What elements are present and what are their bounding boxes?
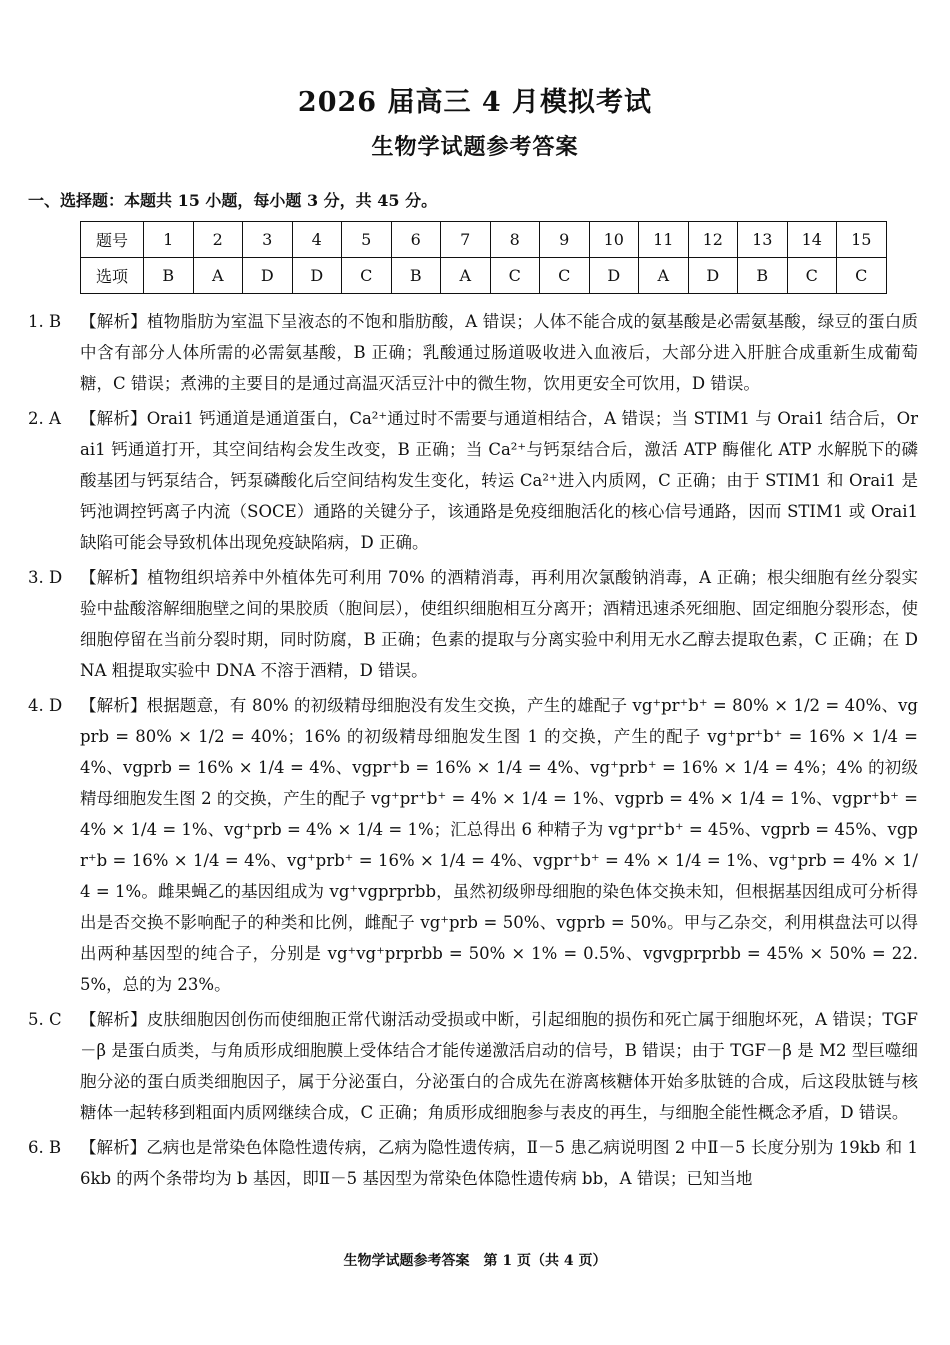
explanation-item	[0, 1132, 950, 1194]
answer-cell: D	[292, 258, 342, 294]
question-number: 7	[441, 222, 491, 258]
item-number: 6. B	[28, 1138, 62, 1157]
explanation-text: 【解析】根据题意，有 80% 的初级精母细胞没有发生交换，产生的雄配子 vg⁺pr⁺b⁺ = 80% × 1/2 = 40%、vgprb = 80% × 1/2 = 40%；16% 的初级精母细胞发生图 1 的交换，产生的配子 vg⁺pr⁺b⁺ = 16% × 1/4 = 4%、vgprb = 16% × 1/4 = 4%、vgpr⁺b = 16% × 1/4 = 4%、vg⁺prb⁺ = 16% × 1/4 = 4%；4% 的初级精母细胞发生图 2 的交换，产生的配子 vg⁺pr⁺b⁺ = 4% × 1/4 = 1%、vgprb = 4% × 1/4 = 1%、vgpr⁺b⁺ = 4% × 1/4 = 1%、vg⁺prb = 4% × 1/4 = 1%；汇总得出 6 种精子为 vg⁺pr⁺b⁺ = 45%、vgprb = 45%、vgpr⁺b = 16% × 1/4 = 4%、vg⁺prb⁺ = 16% × 1/4 = 4%、vgpr⁺b⁺ = 4% × 1/4 = 1%、vg⁺prb = 4% × 1/4 = 1%。雌果蝇乙的基因组成为 vg⁺vgprprbb，虽然初级卵母细胞的染色体交换未知，但根据基因组成可分析得出是否交换不影响配子的种类和比例，雌配子 vg⁺prb = 50%、vgprb = 50%。甲与乙杂交，利用棋盘法可以得出两种基因型的纯合子，分别是 vg⁺vg⁺prprbb = 50% × 1% = 0.5%、vgvgprprbb = 45% × 50% = 22.5%，总的为 23%。	[80, 696, 918, 994]
answer-cell: C	[342, 258, 392, 294]
answer-table-answer-row	[81, 258, 887, 294]
question-number: 2	[193, 222, 243, 258]
answer-cell: B	[738, 258, 788, 294]
answer-cell: C	[787, 258, 837, 294]
explanation-text: 【解析】Orai1 钙通道是通道蛋白，Ca²⁺通过时不需要与通道相结合，A 错误；当 STIM1 与 Orai1 结合后，Orai1 钙通道打开，其空间结构会发生改变，B 正确；当 Ca²⁺与钙泵结合后，激活 ATP 酶催化 ATP 水解脱下的磷酸基团与钙泵结合，钙泵磷酸化后空间结构发生变化，转运 Ca²⁺进入内质网，C 正确；由于 STIM1 和 Orai1 是钙池调控钙离子内流（SOCE）通路的关键分子，该通路是免疫细胞活化的核心信号通路，因而 STIM1 或 Orai1 缺陷可能会导致机体出现免疫缺陷病，D 正确。	[80, 409, 918, 552]
answer-cell: D	[243, 258, 293, 294]
question-number: 12	[688, 222, 738, 258]
question-number: 14	[787, 222, 837, 258]
page-footer: 生物学试题参考答案 第 1 页（共 4 页）	[343, 1253, 607, 1269]
answer-cell: D	[688, 258, 738, 294]
item-number: 5. C	[28, 1010, 62, 1029]
explanation-item	[0, 403, 950, 558]
item-number: 2. A	[28, 409, 61, 428]
answer-cell: B	[144, 258, 194, 294]
answer-cell: D	[589, 258, 639, 294]
row-label-number: 题号	[81, 222, 144, 258]
item-number: 4. D	[28, 696, 63, 715]
explanation-item	[0, 1004, 950, 1128]
question-number: 1	[144, 222, 194, 258]
answer-table	[80, 221, 887, 294]
question-number: 6	[391, 222, 441, 258]
item-number: 1. B	[28, 312, 62, 331]
question-number: 10	[589, 222, 639, 258]
answer-cell: B	[391, 258, 441, 294]
answer-cell: C	[490, 258, 540, 294]
explanation-text: 【解析】植物组织培养中外植体先可利用 70% 的酒精消毒，再利用次氯酸钠消毒，A 正确；根尖细胞有丝分裂实验中盐酸溶解细胞壁之间的果胶质（胞间层），使组织细胞相互分离开；酒精迅速杀死细胞、固定细胞分裂形态，使细胞停留在当前分裂时期，同时防腐，B 正确；色素的提取与分离实验中利用无水乙醇去提取色素，C 正确；在 DNA 粗提取实验中 DNA 不溶于酒精，D 错误。	[80, 568, 918, 680]
question-number: 13	[738, 222, 788, 258]
question-number: 11	[639, 222, 689, 258]
page-subtitle: 生物学试题参考答案	[371, 134, 579, 160]
explanation-list	[0, 306, 950, 1198]
explanation-text: 【解析】皮肤细胞因创伤而使细胞正常代谢活动受损或中断，引起细胞的损伤和死亡属于细胞坏死，A 错误；TGF－β 是蛋白质类，与角质形成细胞膜上受体结合才能传递激活启动的信号，B 错误；由于 TGF－β 是 M2 型巨噬细胞分泌的蛋白质类细胞因子，属于分泌蛋白，分泌蛋白的合成先在游离核糖体开始多肽链的合成，后这段肽链与核糖体一起转移到粗面内质网继续合成，C 正确；角质形成细胞参与表皮的再生，与细胞全能性概念矛盾，D 错误。	[80, 1010, 918, 1122]
explanation-text: 【解析】植物脂肪为室温下呈液态的不饱和脂肪酸，A 错误；人体不能合成的氨基酸是必需氨基酸，绿豆的蛋白质中含有部分人体所需的必需氨基酸，B 正确；乳酸通过肠道吸收进入血液后，大部分进入肝脏合成重新生成葡萄糖，C 错误；煮沸的主要目的是通过高温灭活豆汁中的微生物，饮用更安全可饮用，D 错误。	[80, 312, 918, 393]
answer-cell: A	[193, 258, 243, 294]
explanation-item	[0, 306, 950, 399]
row-label-answer: 选项	[81, 258, 144, 294]
answer-cell: A	[639, 258, 689, 294]
question-number: 5	[342, 222, 392, 258]
answer-cell: C	[540, 258, 590, 294]
question-number: 3	[243, 222, 293, 258]
answer-table-number-row	[81, 222, 887, 258]
question-number: 15	[837, 222, 887, 258]
answer-cell: A	[441, 258, 491, 294]
answer-cell: C	[837, 258, 887, 294]
explanation-text: 【解析】乙病也是常染色体隐性遗传病，乙病为隐性遗传病，Ⅱ－5 患乙病说明图 2 中Ⅱ－5 长度分别为 19kb 和 16kb 的两个条带均为 b 基因，即Ⅱ－5 基因型为常染色体隐性遗传病 bb，A 错误；已知当地	[80, 1138, 918, 1188]
question-number: 9	[540, 222, 590, 258]
section-heading: 一、选择题：本题共 15 小题，每小题 3 分，共 45 分。	[28, 191, 438, 210]
item-number: 3. D	[28, 568, 63, 587]
explanation-item	[0, 562, 950, 686]
question-number: 8	[490, 222, 540, 258]
explanation-item	[0, 690, 950, 1000]
page-title: 2026 届高三 4 月模拟考试	[297, 87, 653, 118]
question-number: 4	[292, 222, 342, 258]
